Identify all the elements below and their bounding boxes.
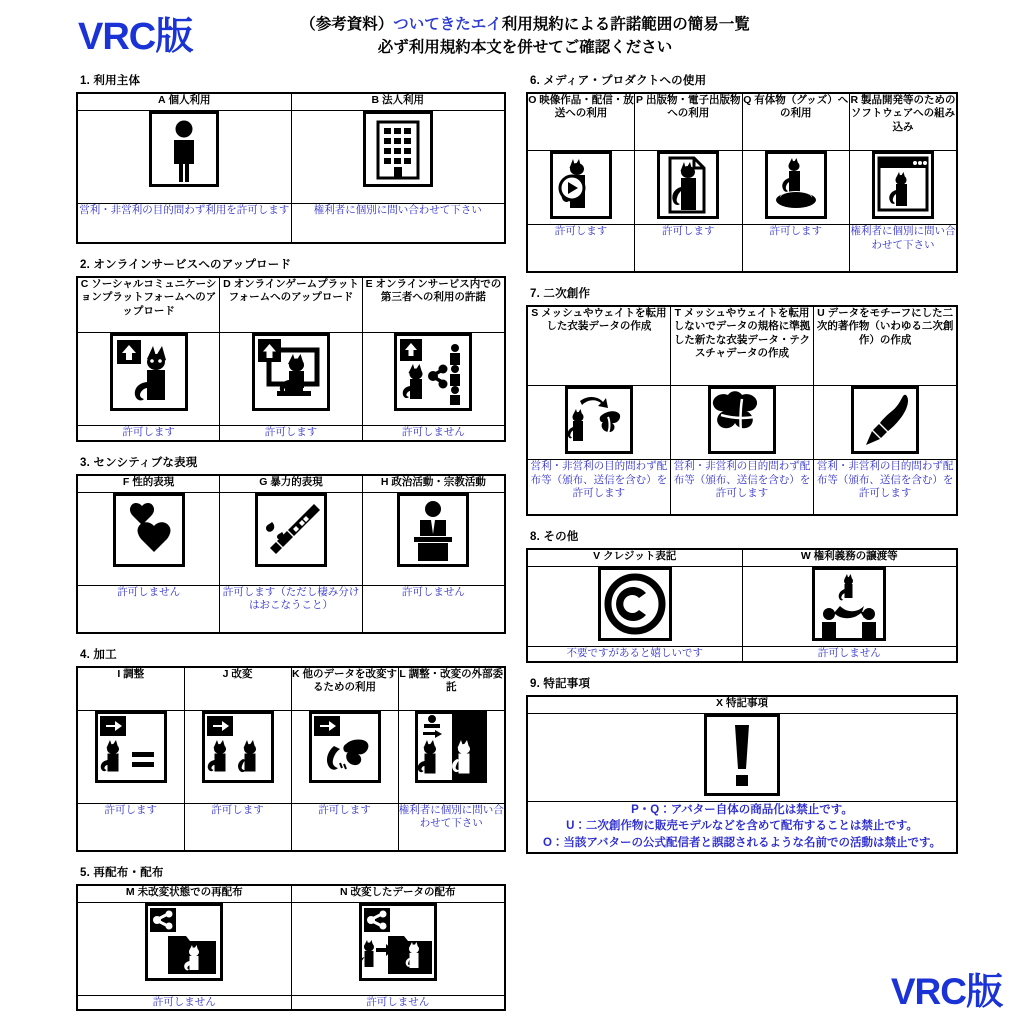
cell-permission-K: 許可します: [291, 803, 398, 851]
table-permission-row: [77, 426, 505, 441]
podium-speaker-icon: [397, 493, 469, 567]
section-3-title: [80, 454, 506, 470]
table-icon-row: [77, 111, 505, 204]
cell-header-T: T メッシュやウェイトを転用しないでデータの規格に準拠した新たな衣装データ・テクスチャデータの作成: [670, 306, 813, 386]
software-window-cat-icon: [872, 151, 934, 219]
cell-permission-D: 許可します: [220, 426, 363, 441]
cell-permission-P: 許可します: [635, 225, 743, 273]
table-icon-row: [527, 151, 957, 225]
cell-icon-I: [77, 710, 184, 803]
section-1: [76, 72, 506, 244]
cell-icon-O: [527, 151, 635, 225]
cell-header-W: W 権利義務の譲渡等: [742, 549, 957, 567]
title-line-1: [230, 13, 820, 36]
cell-permission-A: 営利・非営利の目的問わず利用を許可します: [77, 204, 291, 244]
cell-header-O: O 映像作品・配信・放送への利用: [527, 93, 635, 151]
section-4-number: 4.: [80, 648, 90, 661]
exclamation-icon: [704, 714, 780, 796]
document-header: [0, 0, 1024, 72]
section-8-table: [526, 548, 958, 663]
table-header-row: [77, 277, 505, 333]
cell-icon-A: [77, 111, 291, 204]
section-6: [526, 72, 958, 273]
title-product-name: ついてきたエイ: [393, 16, 502, 33]
upload-cat-icon: [110, 333, 188, 411]
share-folder-modified-cat-icon: [359, 903, 437, 981]
title-line-2: 必ず利用規約本文を併せてご確認ください: [377, 39, 673, 57]
table-permission-row: [77, 204, 505, 244]
cell-icon-B: [291, 111, 505, 204]
cell-header-G: G 暴力的表現: [220, 475, 363, 493]
section-9: [526, 675, 958, 854]
table-icon-row: [77, 710, 505, 803]
section-6-number: 6.: [530, 75, 540, 87]
cell-header-H: H 政治活動・宗教活動: [362, 475, 505, 493]
cell-icon-F: [77, 492, 220, 585]
cell-permission-N: 許可しません: [291, 995, 505, 1010]
table-permission-row: [77, 803, 505, 851]
table-icon-row: [77, 333, 505, 426]
cell-icon-R: [850, 151, 958, 225]
cell-header-V: V クレジット表記: [527, 549, 742, 567]
cat-to-costume-icon: [565, 386, 633, 454]
cell-header-A: A 個人利用: [77, 93, 291, 111]
copyright-icon: [598, 567, 672, 641]
cell-icon-E: [362, 333, 505, 426]
cell-icon-V: [527, 567, 742, 647]
cell-icon-J: [184, 710, 291, 803]
cell-permission-O: 許可します: [527, 225, 635, 273]
section-9-table: [526, 695, 958, 854]
cell-permission-R: 権利者に個別に問い合わせて下さい: [850, 225, 958, 273]
share-folder-cat-icon: [145, 903, 223, 981]
section-9-label: 特記事項: [543, 677, 591, 690]
outsourcing-cats-icon: [415, 711, 487, 783]
table-permission-row: [527, 647, 957, 662]
cell-header-J: J 改変: [184, 667, 291, 711]
section-5-title: [80, 864, 506, 880]
cell-icon-C: [77, 333, 220, 426]
cell-permission-V: 不要ですがあると嬉しいです: [527, 647, 742, 662]
document-cat-icon: [657, 151, 719, 219]
table-icon-row: [527, 713, 957, 801]
cell-icon-Q: [742, 151, 850, 225]
section-7-number: 7.: [530, 288, 540, 300]
table-header-row: [527, 696, 957, 714]
cell-icon-S: [527, 386, 670, 460]
section-3-label: センシティブな表現: [93, 456, 198, 469]
table-header-row: [77, 93, 505, 111]
cell-permission-Q: 許可します: [742, 225, 850, 273]
cell-header-Q: Q 有体物（グッズ）への利用: [742, 93, 850, 151]
section-2-label: オンラインサービスへのアップロード: [93, 259, 292, 271]
cell-permission-J: 許可します: [184, 803, 291, 851]
cell-permission-M: 許可しません: [77, 995, 291, 1010]
table-header-row: [77, 475, 505, 493]
section-9-number: 9.: [530, 677, 540, 690]
cell-header-B: B 法人利用: [291, 93, 505, 111]
note-line-2: U：二次創作物に販売モデルなどを含めて配布することは禁止です。: [566, 820, 918, 833]
table-header-row: [527, 306, 957, 386]
cell-icon-P: [635, 151, 743, 225]
section-3-table: [76, 474, 506, 634]
table-icon-row: [77, 492, 505, 585]
figurine-cat-icon: [765, 151, 827, 219]
cell-permission-G: 許可します（ただし棲み分けはおこなうこと）: [220, 585, 363, 633]
table-permission-row: [77, 585, 505, 633]
cell-header-L: L 調整・改変の外部委託: [398, 667, 505, 711]
cell-header-D: D オンラインゲームプラットフォームへのアップロード: [220, 277, 363, 333]
costume-icon: [708, 386, 776, 454]
section-1-table: [76, 92, 506, 244]
cell-permission-I: 許可します: [77, 803, 184, 851]
section-8-label: その他: [543, 531, 579, 543]
vrc-version-logo-bottom: VRC版: [890, 971, 1002, 1012]
share-people-cat-icon: [394, 333, 472, 411]
section-4-label: 加工: [93, 648, 117, 661]
cell-header-R: R 製品開発等のためのソフトウェアへの組み込み: [850, 93, 958, 151]
cell-icon-W: [742, 567, 957, 647]
document-title: [230, 13, 820, 60]
cell-header-I: I 調整: [77, 667, 184, 711]
section-1-title: [80, 72, 506, 88]
cell-permission-W: 許可しません: [742, 647, 957, 662]
section-6-label: メディア・プロダクトへの使用: [543, 75, 707, 87]
section-7: [526, 285, 958, 516]
cell-permission-H: 許可しません: [362, 585, 505, 633]
cell-header-M: M 未改変状態での再配布: [77, 885, 291, 903]
cell-icon-U: [814, 386, 957, 460]
table-permission-row: [527, 460, 957, 516]
bloody-knife-icon: [255, 493, 327, 567]
cell-header-C: C ソーシャルコミュニケーションプラットフォームへのアップロード: [77, 277, 220, 333]
table-permission-row: [527, 225, 957, 273]
section-2-number: 2.: [80, 259, 90, 271]
special-notes: [527, 801, 957, 853]
section-5-number: 5.: [80, 866, 90, 879]
section-7-label: 二次創作: [543, 288, 591, 300]
vrc-version-logo-top: VRC版: [78, 16, 193, 58]
cell-header-E: E オンラインサービス内での第三者への利用の許諾: [362, 277, 505, 333]
cell-header-K: K 他のデータを改変するための利用: [291, 667, 398, 711]
section-4-title: [80, 646, 506, 662]
hearts-icon: [113, 493, 185, 567]
cell-permission-B: 権利者に個別に問い合わせて下さい: [291, 204, 505, 244]
cell-icon-G: [220, 492, 363, 585]
building-icon: [363, 111, 433, 187]
section-2: [76, 256, 506, 442]
permission-sheet: [0, 72, 1024, 1024]
section-8-number: 8.: [530, 531, 540, 543]
arrow-two-cats-icon: [202, 711, 274, 783]
section-2-title: [80, 256, 506, 272]
cell-header-U: U データをモチーフにした二次的著作物（いわゆる二次創作）の作成: [814, 306, 957, 386]
cell-icon-L: [398, 710, 505, 803]
cell-icon-K: [291, 710, 398, 803]
table-header-row: [527, 93, 957, 151]
video-play-cat-icon: [550, 151, 612, 219]
cell-header-F: F 性的表現: [77, 475, 220, 493]
section-9-title: [530, 675, 958, 691]
section-4-table: [76, 666, 506, 852]
cell-icon-H: [362, 492, 505, 585]
section-3: [76, 454, 506, 634]
cell-icon-N: [291, 902, 505, 995]
table-permission-row: [77, 995, 505, 1010]
table-header-row: [77, 667, 505, 711]
cell-header-S: S メッシュやウェイトを転用した衣装データの作成: [527, 306, 670, 386]
cell-permission-S: 営利・非営利の目的問わず配布等（頒布、送信を含む）を許可します: [527, 460, 670, 516]
section-6-table: [526, 92, 958, 273]
left-column: [76, 72, 506, 1023]
upload-monitor-cat-icon: [252, 333, 330, 411]
cell-permission-F: 許可しません: [77, 585, 220, 633]
cell-permission-L: 権利者に個別に問い合わせて下さい: [398, 803, 505, 851]
transfer-rights-icon: [812, 567, 886, 641]
table-notes-row: [527, 801, 957, 853]
table-icon-row: [527, 386, 957, 460]
cell-header-X: X 特記事項: [527, 696, 957, 714]
cell-permission-C: 許可します: [77, 426, 220, 441]
section-7-title: [530, 285, 958, 301]
table-icon-row: [527, 567, 957, 647]
right-column: [526, 72, 958, 866]
section-3-number: 3.: [80, 456, 90, 469]
cell-permission-U: 営利・非営利の目的問わず配布等（頒布、送信を含む）を許可します: [814, 460, 957, 516]
section-4: [76, 646, 506, 852]
arrow-ribbon-icon: [309, 711, 381, 783]
paintbrush-icon: [851, 386, 919, 454]
note-line-3: O：当該アバターの公式配信者と誤認されるような名前での活動は禁止です。: [542, 836, 942, 849]
cell-header-N: N 改変したデータの配布: [291, 885, 505, 903]
section-5-label: 再配布・配布: [93, 866, 164, 879]
person-icon: [149, 111, 219, 187]
title-reference-prefix: （参考資料）: [300, 16, 394, 33]
note-line-1: P・Q：アバター自体の商品化は禁止です。: [631, 803, 853, 816]
table-header-row: [527, 549, 957, 567]
table-icon-row: [77, 902, 505, 995]
section-8: [526, 528, 958, 663]
cell-permission-E: 許可しません: [362, 426, 505, 441]
section-6-title: [530, 72, 958, 88]
section-1-label: 利用主体: [93, 75, 141, 87]
section-2-table: [76, 276, 506, 442]
arrow-cat-equals-icon: [95, 711, 167, 783]
section-7-table: [526, 305, 958, 516]
cell-header-P: P 出版物・電子出版物への利用: [635, 93, 743, 151]
cell-icon-X: [527, 713, 957, 801]
table-header-row: [77, 885, 505, 903]
section-8-title: [530, 528, 958, 544]
cell-icon-T: [670, 386, 813, 460]
section-1-number: 1.: [80, 75, 90, 87]
section-5: [76, 864, 506, 1012]
cell-icon-D: [220, 333, 363, 426]
cell-icon-M: [77, 902, 291, 995]
cell-permission-T: 営利・非営利の目的問わず配布等（頒布、送信を含む）を許可します: [670, 460, 813, 516]
title-line-1-suffix: 利用規約による許諾範囲の簡易一覧: [501, 16, 750, 33]
section-5-table: [76, 884, 506, 1012]
